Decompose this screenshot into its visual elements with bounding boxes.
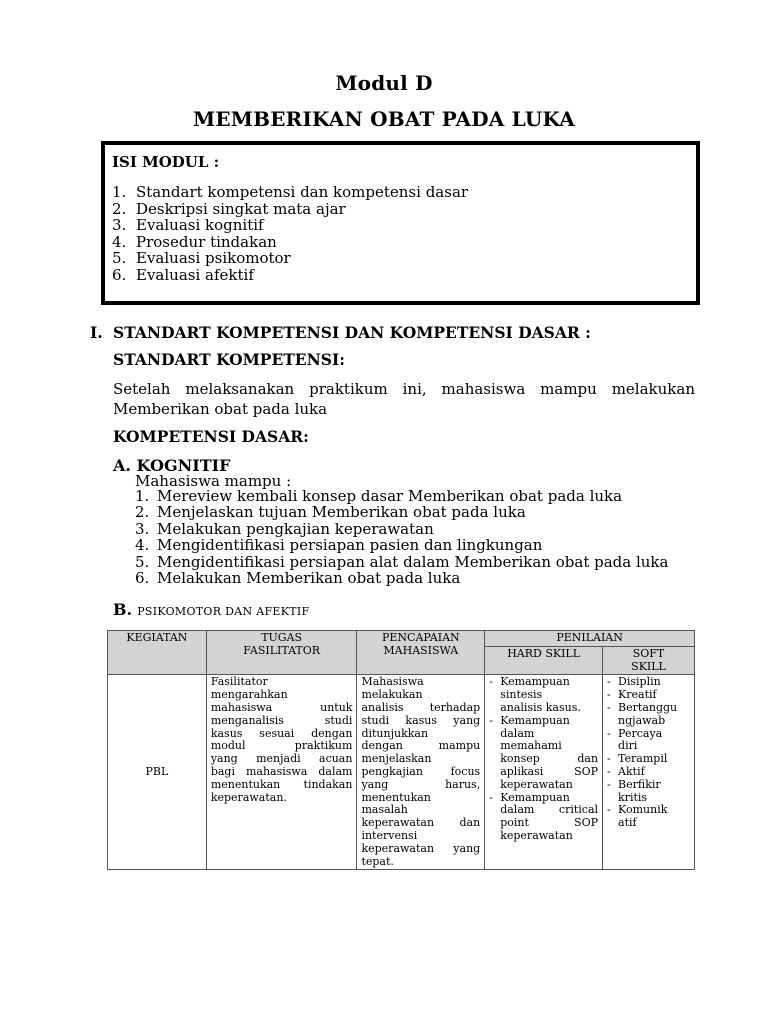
isi-modul-item-text: Evaluasi afektif: [136, 265, 254, 284]
dash-bullet: -: [607, 777, 611, 791]
tugas-line: mahasiswa untuk: [210, 700, 353, 714]
header-soft-line: SOFT: [632, 646, 665, 660]
kognitif-intro: Mahasiswa mampu :: [135, 472, 292, 490]
pencapaian-line: masalah: [361, 803, 408, 817]
soft-skill-item-line: Aktif: [618, 764, 645, 778]
isi-modul-item: [112, 234, 468, 251]
cell-tugas: [206, 675, 357, 870]
header-kegiatan: KEGIATAN: [108, 631, 207, 675]
kompetensi-dasar-heading: KOMPETENSI DASAR:: [113, 427, 309, 446]
pencapaian-line: dengan mampu: [361, 739, 481, 753]
tugas-line: mengarahkan: [210, 688, 288, 702]
pencapaian-line: pengkajian focus: [361, 764, 481, 778]
tugas-line: kasus sesuai dengan: [210, 726, 353, 740]
header-hard-skill: HARD SKILL: [485, 646, 603, 675]
kognitif-item: [135, 521, 668, 537]
section-title: STANDART KOMPETENSI DAN KOMPETENSI DASAR :: [113, 323, 591, 342]
module-label: Modul D: [335, 71, 433, 95]
pencapaian-line: tepat.: [361, 854, 394, 868]
cell-pencapaian: [357, 675, 485, 870]
soft-skill-item-line: Disiplin: [618, 675, 661, 689]
hard-skill-item: [489, 715, 598, 792]
soft-skill-item: [607, 728, 690, 754]
dash-bullet: -: [607, 752, 611, 766]
dash-bullet: -: [607, 726, 611, 740]
kognitif-item-text: Menjelaskan tujuan Memberikan obat pada luka: [157, 503, 526, 522]
soft-skill-item-line: Bertanggu: [618, 700, 678, 714]
tugas-line: bagi mahasiswa dalam: [210, 764, 353, 778]
dash-bullet: -: [607, 700, 611, 714]
hard-skill-item-line: konsep dan: [500, 752, 599, 766]
hard-skill-item-line: Kemampuan: [500, 675, 570, 689]
pencapaian-line: melakukan: [361, 688, 423, 702]
isi-modul-item-number: 4.: [112, 232, 127, 251]
kognitif-item-text: Mengidentifikasi persiapan pasien dan lingkungan: [157, 536, 543, 555]
standart-kompetensi-text: [113, 379, 695, 419]
kognitif-heading: A. KOGNITIF: [113, 456, 231, 475]
hard-skill-item-text: [500, 676, 598, 714]
standart-kompetensi-heading: STANDART KOMPETENSI:: [113, 350, 345, 369]
isi-modul-item-number: 2.: [112, 199, 127, 218]
isi-modul-item-text: Standart kompetensi dan kompetensi dasar: [136, 183, 469, 201]
section-number: I.: [90, 323, 103, 342]
dash-bullet: -: [607, 675, 611, 689]
pencapaian-line: studi kasus yang: [361, 713, 481, 727]
psikomotor-heading: [113, 600, 309, 619]
dash-bullet: -: [489, 713, 493, 727]
hard-skill-item-line: keperawatan: [500, 777, 573, 791]
psikomotor-title: PSIKOMOTOR DAN AFEKTIF: [137, 605, 310, 618]
kognitif-item: [135, 504, 668, 520]
tugas-line: keperawatan.: [210, 790, 287, 804]
header-pencapaian-line: PENCAPAIAN: [381, 631, 460, 644]
soft-skill-list: [607, 676, 690, 830]
header-pencapaian-line: MAHASISWA: [383, 643, 459, 657]
isi-modul-item-text: Deskripsi singkat mata ajar: [136, 199, 346, 218]
tugas-line: Fasilitator: [210, 675, 268, 689]
hard-skill-item-line: sintesis: [500, 688, 543, 702]
soft-skill-item-text: [618, 766, 690, 779]
isi-modul-item-number: 3.: [112, 216, 127, 234]
soft-skill-item: [607, 702, 690, 728]
cell-kegiatan: PBL: [108, 675, 207, 870]
isi-modul-item: [112, 217, 468, 234]
isi-modul-heading: ISI MODUL :: [112, 153, 220, 171]
dash-bullet: -: [607, 764, 611, 778]
isi-modul-item: [112, 184, 468, 201]
kognitif-item: [135, 570, 668, 586]
pencapaian-line: yang harus,: [361, 777, 481, 791]
header-pencapaian: [357, 631, 485, 675]
pencapaian-line: Mahasiswa: [361, 675, 424, 689]
hard-skill-item-line: keperawatan: [500, 828, 573, 842]
soft-skill-item-line: ngjawab: [618, 713, 666, 727]
hard-skill-item: [489, 676, 598, 714]
isi-modul-list: [112, 184, 468, 283]
hard-skill-item-line: aplikasi SOP: [500, 764, 599, 778]
kognitif-item-text: Melakukan pengkajian keperawatan: [157, 519, 434, 538]
hard-skill-item-text: [500, 715, 598, 792]
kognitif-item: [135, 554, 668, 570]
dash-bullet: -: [489, 790, 493, 804]
kognitif-item: [135, 537, 668, 553]
header-soft-line: SKILL: [631, 659, 666, 673]
dash-bullet: -: [607, 688, 611, 702]
kognitif-item-text: Mereview kembali konsep dasar Memberikan obat pada luka: [157, 487, 623, 505]
soft-skill-item-line: diri: [618, 739, 638, 753]
sk-text-line: Memberikan obat pada luka: [113, 400, 328, 418]
hard-skill-item-line: Kemampuan: [500, 713, 570, 727]
hard-skill-item-line: point SOP: [500, 816, 599, 830]
pencapaian-line: menjelaskan: [361, 752, 432, 766]
pencapaian-line: ditunjukkan: [361, 726, 429, 740]
page-title: MEMBERIKAN OBAT PADA LUKA: [192, 107, 575, 131]
hard-skill-item-text: [500, 792, 598, 843]
hard-skill-item: [489, 792, 598, 843]
tugas-line: yang menjadi acuan: [210, 752, 353, 766]
tugas-line: modul praktikum: [210, 739, 353, 753]
header-tugas-line: TUGAS: [261, 631, 303, 644]
soft-skill-item: [607, 779, 690, 805]
isi-modul-item-number: 5.: [112, 249, 127, 267]
hard-skill-item-line: dalam critical: [500, 803, 599, 817]
hard-skill-item-line: analisis kasus.: [500, 700, 581, 714]
soft-skill-item-line: Terampil: [618, 752, 668, 766]
pencapaian-line: analisis terhadap: [361, 700, 481, 714]
kognitif-item-number: 3.: [135, 519, 150, 538]
kognitif-item-number: 1.: [135, 487, 150, 505]
isi-modul-item: [112, 267, 468, 284]
soft-skill-item-line: Berfikir: [618, 777, 661, 791]
header-penilaian: PENILAIAN: [485, 631, 695, 647]
psikomotor-letter: B.: [113, 600, 133, 619]
cell-hard-skill: [485, 675, 603, 870]
header-soft-skill: [603, 646, 695, 675]
dash-bullet: -: [489, 675, 493, 689]
soft-skill-item: [607, 804, 690, 830]
header-tugas-line: FASILITATOR: [243, 643, 321, 657]
soft-skill-item-text: [618, 804, 690, 830]
isi-modul-item-number: 1.: [112, 183, 127, 201]
soft-skill-item-line: atif: [618, 816, 637, 830]
hard-skill-item-line: memahami: [500, 739, 562, 753]
cell-soft-skill: [603, 675, 695, 870]
kognitif-item-number: 5.: [135, 552, 150, 571]
kognitif-item: [135, 488, 668, 504]
isi-modul-item-number: 6.: [112, 265, 127, 284]
isi-modul-item: [112, 250, 468, 267]
pencapaian-line: intervensi: [361, 828, 418, 842]
kognitif-item-text: Mengidentifikasi persiapan alat dalam Memberikan obat pada luka: [157, 552, 669, 571]
soft-skill-item-line: Percaya: [618, 726, 663, 740]
isi-modul-item: [112, 201, 468, 218]
soft-skill-item: [607, 766, 690, 779]
isi-modul-item-text: Prosedur tindakan: [136, 232, 277, 251]
assessment-table: [107, 630, 695, 870]
tugas-line: menentukan tindakan: [210, 777, 353, 791]
soft-skill-item-line: kritis: [618, 790, 648, 804]
soft-skill-item-text: [618, 728, 690, 754]
soft-skill-item-text: [618, 702, 690, 728]
soft-skill-item-text: [618, 779, 690, 805]
kognitif-item-number: 2.: [135, 503, 150, 522]
isi-modul-item-text: Evaluasi kognitif: [136, 216, 264, 234]
pencapaian-line: menentukan: [361, 790, 431, 804]
hard-skill-item-line: Kemampuan: [500, 790, 570, 804]
kognitif-item-text: Melakukan Memberikan obat pada luka: [157, 569, 461, 588]
isi-modul-item-text: Evaluasi psikomotor: [136, 249, 291, 267]
kognitif-item-number: 6.: [135, 569, 150, 588]
kognitif-item-number: 4.: [135, 536, 150, 555]
dash-bullet: -: [607, 803, 611, 817]
header-tugas: [206, 631, 357, 675]
sk-text-line: Setelah melaksanakan praktikum ini, mahasiswa mampu melakukan: [113, 380, 695, 398]
hard-skill-list: [489, 676, 598, 842]
kognitif-list: [135, 488, 668, 586]
tugas-line: menganalisis studi: [210, 713, 353, 727]
pencapaian-line: keperawatan dan: [361, 816, 481, 830]
pencapaian-line: keperawatan yang: [361, 841, 481, 855]
hard-skill-item-line: dalam: [500, 726, 535, 740]
soft-skill-item-line: Kreatif: [618, 688, 657, 702]
soft-skill-item-line: Komunik: [618, 803, 668, 817]
